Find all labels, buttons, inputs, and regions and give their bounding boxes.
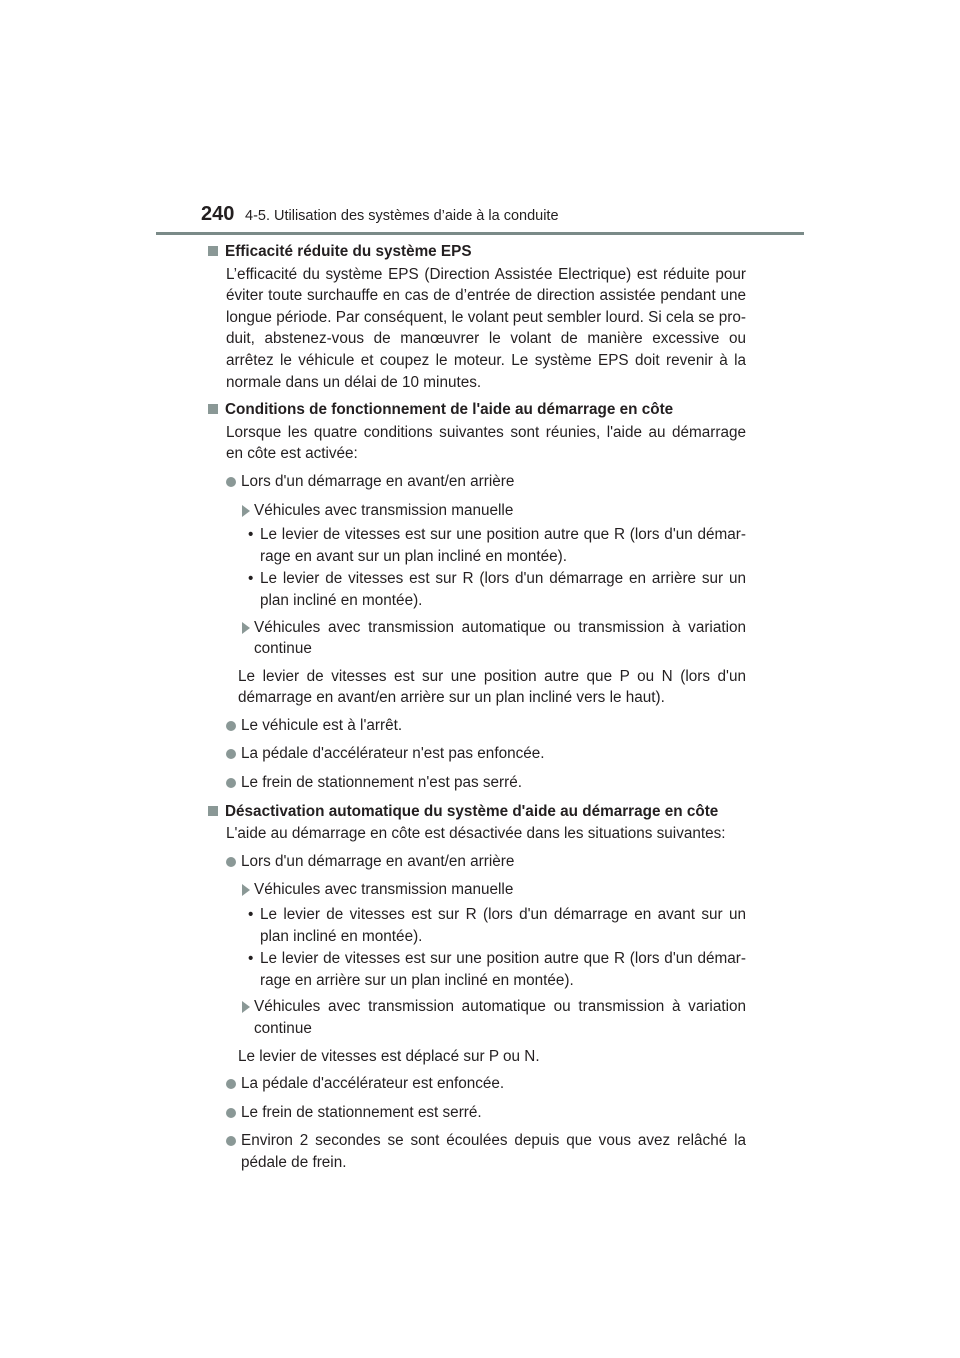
manual-transmission-label: Véhicules avec transmission manuelle: [254, 881, 514, 899]
sub-list-item: [248, 568, 746, 611]
sub-list-item-text: Le levier de vitesses est sur R (lors d'un démarrage en avant sur un plan incliné en montée).: [260, 906, 746, 945]
list-item: [226, 772, 746, 794]
square-bullet-icon: [208, 806, 218, 816]
sub-list-item: [248, 904, 746, 947]
auto-transmission-row: [242, 617, 746, 660]
list-item-text: Environ 2 secondes se sont écoulées depuis que vous avez relâché la pédale de frein.: [241, 1132, 746, 1171]
list-item-text: La pédale d'accélérateur est enfoncée.: [241, 1075, 505, 1093]
conditions-intro: Lorsque les quatre conditions suivantes sont réunies, l'aide au démarrage en côte est activée:: [226, 423, 746, 463]
page-content: [208, 241, 746, 1181]
circle-bullet-icon: [226, 1136, 236, 1146]
circle-bullet-icon: [226, 1108, 236, 1118]
auto-transmission-text: Le levier de vitesses est déplacé sur P ou N.: [238, 1047, 540, 1065]
section-title: 4-5. Utilisation des systèmes d’aide à la conduite: [245, 208, 559, 224]
sub-list-item-text: Le levier de vitesses est sur une position autre que R (lors d'un démar-rage en avant sur un plan incliné en montée).: [260, 526, 746, 565]
list-item: [226, 851, 746, 873]
auto-transmission-text: Le levier de vitesses est sur une position autre que P ou N (lors d'un démarrage en avant/en arrière sur un plan incliné vers le haut).: [238, 667, 746, 707]
circle-bullet-icon: [226, 721, 236, 731]
triangle-arrow-icon: [242, 505, 250, 517]
list-item: [226, 471, 746, 493]
manual-transmission-row: [242, 500, 746, 522]
auto-transmission-label: Véhicules avec transmission automatique ou transmission à variation continue: [254, 618, 746, 658]
conditions-section: [208, 399, 746, 794]
list-item-text: Le véhicule est à l'arrêt.: [241, 716, 403, 734]
sub-bullet-mark: •: [248, 950, 254, 968]
triangle-arrow-icon: [242, 884, 250, 896]
list-item: [226, 1102, 746, 1124]
deactivation-heading: Désactivation automatique du système d'aide au démarrage en côte: [225, 802, 719, 820]
eps-text: L’efficacité du système EPS (Direction Assistée Electrique) est réduite pour éviter toute surchauffe en cas de d’entrée de direction assistée pendant une longue période. Par conséquent, le volant peut sembler lourd. Si cela se pro-duit, abstenez-vous de manœuvrer le volant de manière excessive ou arrêtez le véhicule et coupez le moteur. Le système EPS doit revenir à la normale dans un délai de 10 minutes.: [226, 265, 746, 391]
page-number: 240: [201, 203, 235, 225]
manual-transmission-label: Véhicules avec transmission manuelle: [254, 501, 514, 519]
circle-bullet-icon: [226, 778, 236, 788]
list-item-text: Lors d'un démarrage en avant/en arrière: [241, 852, 515, 870]
list-item: [226, 715, 746, 737]
auto-transmission-row: [242, 996, 746, 1039]
page-header: [0, 0, 960, 240]
header-rule: [156, 232, 804, 235]
sub-bullet-mark: •: [248, 906, 254, 924]
list-item-text: Lors d'un démarrage en avant/en arrière: [241, 472, 515, 490]
square-bullet-icon: [208, 246, 218, 256]
conditions-heading: Conditions de fonctionnement de l'aide au démarrage en côte: [225, 401, 674, 419]
triangle-arrow-icon: [242, 1001, 250, 1013]
sub-list-item-text: Le levier de vitesses est sur R (lors d'un démarrage en arrière sur un plan incliné en montée).: [260, 570, 746, 609]
auto-transmission-label: Véhicules avec transmission automatique ou transmission à variation continue: [254, 998, 746, 1037]
sub-list-item: [248, 524, 746, 567]
list-item-text: Le frein de stationnement est serré.: [241, 1103, 482, 1121]
list-item-text: Le frein de stationnement n'est pas serré.: [241, 774, 522, 792]
triangle-arrow-icon: [242, 622, 250, 634]
circle-bullet-icon: [226, 1079, 236, 1089]
deactivation-section: [208, 801, 746, 1174]
eps-heading: Efficacité réduite du système EPS: [225, 243, 472, 260]
circle-bullet-icon: [226, 749, 236, 759]
sub-list-item: [248, 948, 746, 991]
manual-transmission-row: [242, 879, 746, 901]
list-item: [226, 1073, 746, 1095]
sub-list-item-text: Le levier de vitesses est sur une position autre que R (lors d'un démar-rage en arrière sur un plan incliné en montée).: [260, 950, 746, 989]
deactivation-intro: L'aide au démarrage en côte est désactivée dans les situations suivantes:: [226, 825, 726, 843]
list-item: [226, 1130, 746, 1173]
sub-bullet-mark: •: [248, 526, 254, 544]
sub-bullet-mark: •: [248, 570, 254, 588]
list-item-text: La pédale d'accélérateur n'est pas enfoncée.: [241, 745, 545, 763]
circle-bullet-icon: [226, 857, 236, 867]
circle-bullet-icon: [226, 477, 236, 487]
square-bullet-icon: [208, 404, 218, 414]
list-item: [226, 743, 746, 765]
eps-section: [208, 241, 746, 393]
eps-heading-row: [208, 241, 746, 263]
conditions-heading-row: [208, 399, 746, 421]
deactivation-heading-row: [208, 801, 746, 823]
